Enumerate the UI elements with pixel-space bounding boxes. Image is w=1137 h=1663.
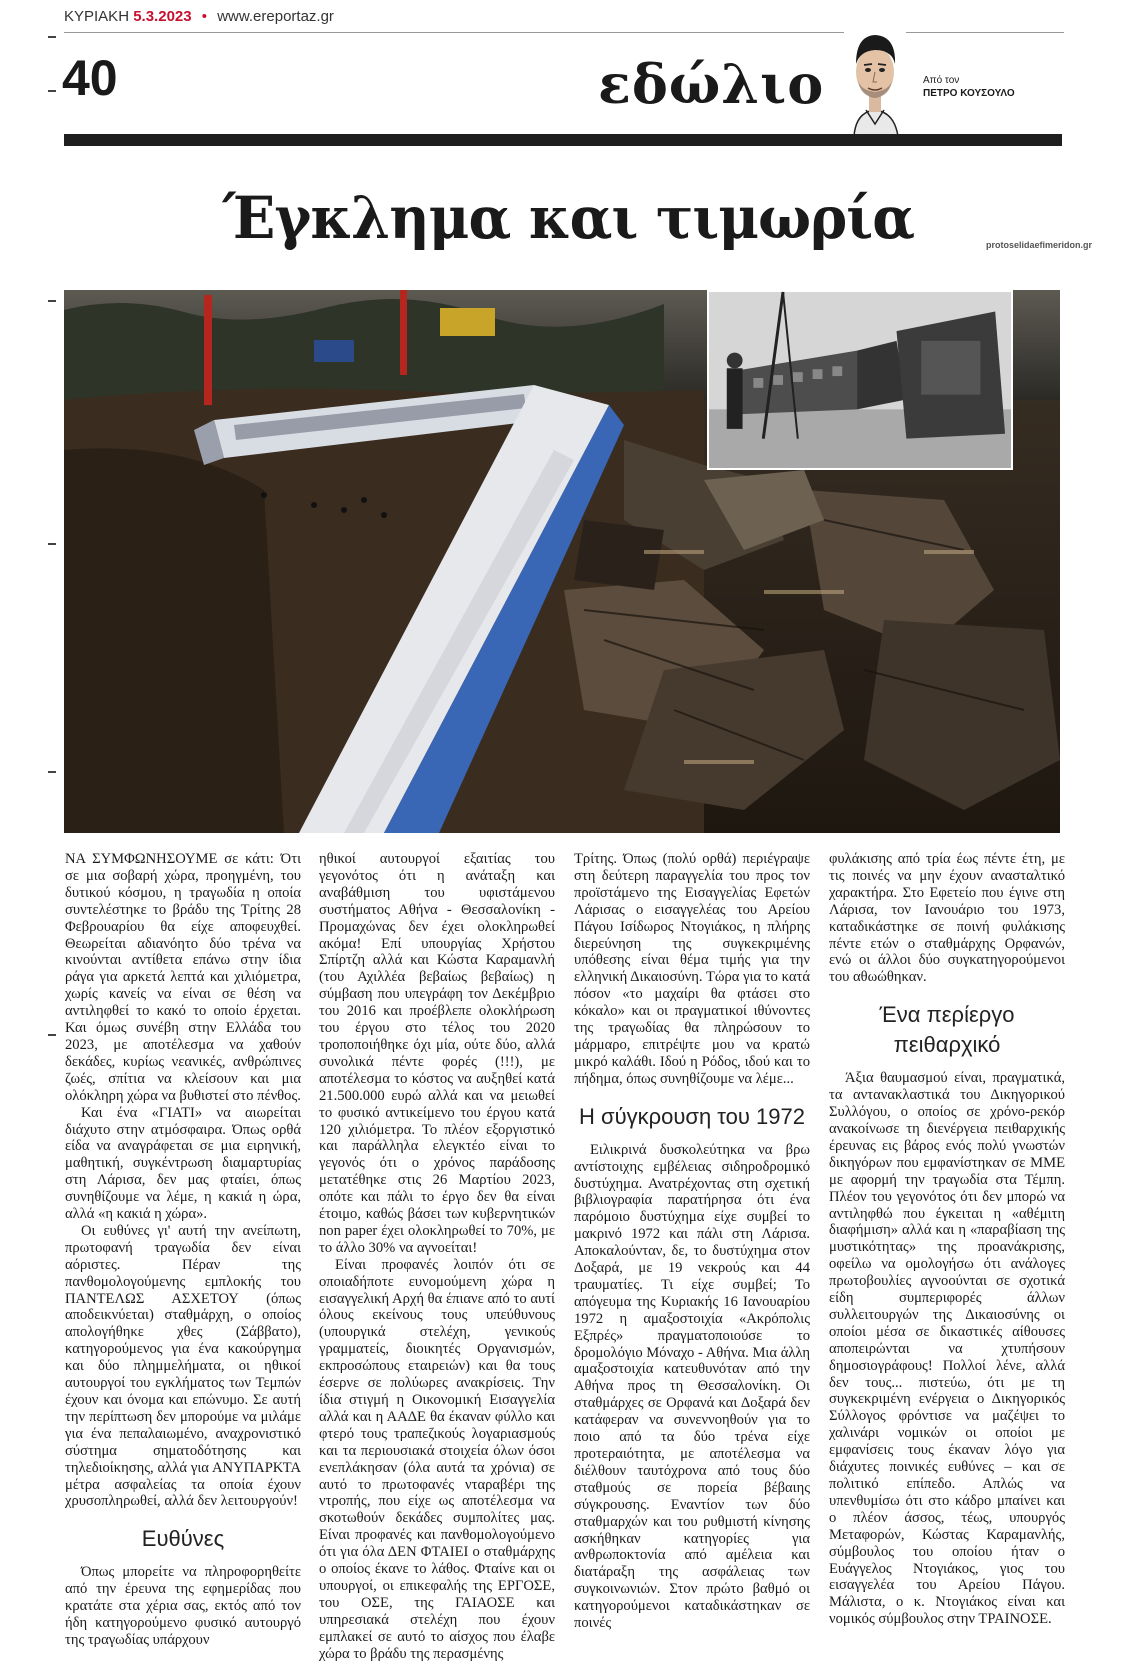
- author-intro: Από τον: [923, 75, 960, 86]
- subheading: Η σύγκρουση του 1972: [578, 1103, 805, 1129]
- article-column-2: [319, 851, 555, 1663]
- paragraph: Όπως μπορείτε να πληροφορηθείτε από την έρευνα της εφημερίδας που κρατάτε στα χέρια σας, εκτός από τον ήδη κατηγορούμενο φυσικό αυτουργό της τραγωδίας υπάρχουν: [65, 1564, 301, 1648]
- margin-mark: [48, 90, 56, 92]
- margin-mark: [48, 543, 56, 545]
- bullet-separator: •: [201, 8, 208, 25]
- paragraph: Και ένα «ΓΙΑΤΙ» να αιωρείται διάχυτο στην ατμόσφαιρα. Όπως ορθά είδα να αναγράφεται σε μια ειρηνική, μαθητική, συγκέντρωση διαμαρτυρίας στη Λάρισα, δεν μας φταίει, όπως συνηθίζουμε να λέμε, η κακιά η ώρα, αλλά «η κακιά η χώρα».: [65, 1104, 301, 1223]
- paragraph: Οι ευθύνες γι' αυτή την ανείπωτη, πρωτοφανή τραγωδία δεν είναι αόριστες. Πέραν της πανθομολογούμενης εμπλοκής του ΠΑΝΤΕΛΩΣ ΑΣΧΕΤΟΥ (όπως αποδεικνύεται) σταθμάρχη, ο οποίος απολογήθηκε χθες (Σάββατο), κατηγορούμενος για ένα κακούργημα και δύο πλημμελήματα, οι ηθικοί αυτουργοί του εγκλήματος των Τεμπών έχουν και όνομα και επώνυμο. Σε αυτή την περίπτωση δεν μπορούμε να μιλάμε για ένα πεπαλαιωμένο, αναχρονιστικό σύστημα σηματοδότησης και τηλεδιοίκησης, αλλά για ΑΝΥΠΑΡΚΤΑ μέτρα ασφαλείας τα οποία έχουν χρυσοπληρωθεί, αλλά δεν λειτουργούν!: [65, 1222, 301, 1510]
- paragraph: φυλάκισης από τρία έως πέντε έτη, με τις ποινές να μην έχουν ανασταλτικό χαρακτήρα. Στο Εφετείο που έγινε στη Λάρισα, τον Ιανουάριο του 1973, καταδικάστηκε σε ποινή φυλάκισης πέντε ετών ο σταθμάρχης Ορφανών, ενώ οι άλλοι δύο συγκατηγορούμενοι του αθωώθηκαν.: [829, 851, 1065, 986]
- article-column-3: [574, 851, 810, 1632]
- paragraph: Ειλικρινά δυσκολεύτηκα να βρω αντίστοιχης εμβέλειας σιδηροδρομικό δυστύχημα. Ανατρέχοντας στη σχετική βιβλιογραφία παρατήρησα ότι ένα παρόμοιο δυστύχημα είχε συμβεί το μακρινό 1972 και πάλι στη Λάρισα. Αποκαλούνταν, δε, το δυστύχημα στον Δοξαρά, με 19 νεκρούς και 44 τραυματίες. Τι είχε συμβεί; Το απόγευμα της Κυριακής 16 Ιανουαρίου 1972 η αμαξοστοιχία «Ακρόπολις Εξπρές» πραγματοποιούσε το δρομολόγιο Μόναχο - Αθήνα. Μια άλλη αμαξοστοιχία κατευθυνόταν από την Αθήνα προς τη Θεσσαλονίκη. Οι σταθμάρχες σε Ορφανά και Δοξαρά δεν κατάφεραν να συνεννοηθούν για το ποιο από τα δύο τρένα είχε προτεραιότητα, με αποτέλεσμα να διέλθουν ταυτόχρονα από τους δύο σταθμούς σε πορεία βέβαιης σύγκρουσης. Εναντίον των δύο σταθμαρχών και του ρυθμιστή κίνησης ασκήθηκαν κατηγορίες για ανθρωποκτονία από αμέλεια και διατάραξη της ασφάλειας των συγκοινωνιών. Στον πρώτο βαθμό οι κατηγορούμενοι καταδικάστηκαν σε ποινές: [574, 1141, 810, 1632]
- day-label: ΚΥΡΙΑΚΗ: [64, 8, 130, 25]
- page-dateline: [64, 8, 334, 25]
- paragraph-text: σε κάτι: Ότι σε μια σοβαρή χώρα, προηγμένη, του δυτικού κόσμου, η τραγωδία η οποία συντελέστηκε το βράδυ της Τρίτης 28 Φεβρουαρίου θα είχε αποφευχθεί. Θεωρείται αδιανόητο δύο τρένα να κινούνται αντίθετα επάνω στην ίδια ράγα για αρκετά λεπτά και χιλιόμετρα, χωρίς κανείς να είναι σε θέση να αντιληφθεί το κακό το οποίο έρχεται. Και όμως συνέβη στην Ελλάδα του 2023, με αποτέλεσμα να χαθούν δεκάδες, κυρίως νεανικές, ανθρώπινες ζωές, σπίτια να κλείσουν και μια ολόκληρη χώρα να βυθιστεί στο πένθος.: [65, 851, 302, 1104]
- article-headline: Έγκλημα και τιμωρία: [222, 184, 915, 252]
- header-band: [64, 134, 1062, 146]
- paragraph: Άξια θαυμασμού είναι, πραγματικά, τα αντανακλαστικά του Δικηγορικού Συλλόγου, ο οποίος σε χρόνο-ρεκόρ ανακοίνωσε τη διενέργεια πειθαρχικής έρευνας εις βάρος ενός πολύ γνωστών δικηγόρων που εμφανίστηκαν σε ΜΜΕ με αφορμή την τραγωδία στα Τέμπη. Πλέον του γεγονότος ότι δεν μπορώ να αντιληφθώ που έγκειται η «αθέμιτη διαφήμιση» αλλά και η «παραβίαση της μυστικότητας» της προανάκρισης, οφείλω να ομολογήσω ότι ανάλογες πρωτοβουλίες αγνοούνται σε σχοτικά είδη συμπεριφορές άλλων συλλειτουργών της Δικαιοσύνης οι οποίοι μέσα σε δικαστικές αίθουσες αποπειρώνται να χτυπήσουν δημοσιογράφους! Πολλοί λένε, αλλά δεν τους... πιστεύω, ότι με τη συγκεκριμένη ενέργεια ο Δικηγορικός Σύλλογος φρόντισε να μαζέψει το χαλινάρι νομικών οι οποίοι με εμφανίσεις τους έκαναν λόγο για διάχυτες ποινικές ευθύνες – και σε πολιτικό επίπεδο. Απλώς να υπενθυμίσω ότι στο κάδρο μπαίνει και ο πλέον άσσος, τέως, υπουργός Μεταφορών, Κώστας Καραμανλής, σύμβουλος του οποίου ήταν ο Ευάγγελος Ντογιάκος, γιος του εισαγγελέα του Αρείου Πάγου. Μάλιστα, ο κ. Ντογιάκος είναι και νομικός σύμβουλος στην ΤΡΑΙΝΟΣΕ.: [829, 1070, 1065, 1628]
- margin-mark: [48, 1034, 56, 1036]
- paragraph: Είναι προφανές λοιπόν ότι σε οποιαδήποτε ευνομούμενη χώρα η εισαγγελική Αρχή θα έπιανε από το αυτί όλους εκείνους τους υπεύθυνους (υπουργικά στελέχη, γενικούς γραμματείς, διοικητές Οργανισμών, εκπροσώπους εταιρειών) και θα τους έσερνε σε πολύωρες ανακρίσεις. Την ίδια στιγμή η Οικονομική Εισαγγελία αλλά και η ΑΑΔΕ θα έκαναν φύλλο και φτερό τους τραπεζικούς λογαριασμούς και τα περιουσιακά στοιχεία όλων όσοι ενεπλάκησαν (όλα αυτά τα χρόνια) σε αυτό το πρωτοφανές νταραβέρι της ντροπής, που είχε ως αποτέλεσμα να σκοτωθούν δεκάδες συμπολίτες μας. Είναι προφανές και πανθομολογούμενο ότι για όλα ΔΕΝ ΦΤΑΙΕΙ ο σταθμάρχης ο οποίος έκανε το λάθος. Φταίνε και οι υπουργοί, οι επικεφαλής της ΕΡΓΟΣΕ, του ΟΣΕ, της ΓΑΙΑΟΣΕ και υπηρεσιακά στελέχη που έχουν εμπλακεί σε αυτό το αίσχος που έλαβε χώρα το βράδυ της περασμένης: [319, 1256, 555, 1662]
- paragraph: [65, 851, 301, 1105]
- column-title: εδώλιο: [598, 52, 825, 116]
- margin-mark: [48, 36, 56, 38]
- website-link[interactable]: www.ereportaz.gr: [217, 8, 334, 25]
- subheading: Ευθύνες: [141, 1526, 225, 1552]
- subheading: Ένα περίεργο πειθαρχικό: [879, 1002, 1015, 1058]
- page-number: 40: [62, 50, 118, 106]
- paragraph: Τρίτης. Όπως (πολύ ορθά) περιέγραψε στη δεύτερη παραγγελία του προς τον προϊστάμενο της Εισαγγελίας Εφετών Λάρισας ο εισαγγελέας του Αρείου Πάγου Ισίδωρος Ντογιάκος, η πλήρης διερεύνηση της συγκεκριμένης υπόθεσης είναι θέμα τιμής για την ελληνική Δικαιοσύνη. Τώρα για το κατά πόσον «το μαχαίρι θα φτάσει στο κόκαλο» και οι πραγματικοί ιθύνοντες της τραγωδίας θα πληρώσουν το μάρμαρο, επιτρέψτε μου να κρατώ μικρό καλάθι. Ιδού η Ρόδος, ιδού και το πήδημα, όπως συνηθίζουμε να λέμε...: [574, 851, 810, 1087]
- top-rule: [64, 32, 1064, 33]
- lead-phrase: ΝΑ ΣΥΜΦΩΝΗΣΟΥΜΕ: [65, 851, 218, 867]
- source-credit: protoselidaefimeridon.gr: [986, 240, 1093, 250]
- author-name: ΠΕΤΡΟ ΚΟΥΣΟΥΛΟ: [923, 88, 1015, 99]
- historic-crash-1972-photo: [707, 290, 1013, 470]
- margin-mark: [48, 300, 56, 302]
- paragraph: ηθικοί αυτουργοί εξαιτίας του γεγονότος ότι η ανάταξη και αναβάθμιση του υφιστάμενου συστήματος Αθήνα - Θεσσαλονίκη - Προμαχώνας δεν έχει ολοκληρωθεί ακόμα! Επί υπουργίας Χρήστου Σπίρτζη αλλά και Κώστα Καραμανλή (του Αχιλλέα βεβαίως βεβαίως) η σύμβαση που υπεγράφη τον Δεκέμβριο του 2016 και προέβλεπε ολοκλήρωση του έργου στο τέλος του 2020 τροποποιήθηκε όχι μία, ούτε δύο, αλλά συνολικά πέντε φορές (!!!), με αποτέλεσμα το κόστος να αυξηθεί κατά 21.500.000 ευρώ αλλά και να μειωθεί το φυσικό αντικείμενο του έργου κατά 120 χιλιόμετρα. Το πλέον εξοργιστικό και παράλληλα ελεγκτέο είναι το γεγονός ότι ο χρόνος παράδοσης μετατέθηκε στις 26 Μαρτίου 2023, οπότε και πάλι το έργο δεν θα είναι έτοιμο, καθώς βάσει των κυβερνητικών non paper έχει ολοκληρωθεί το 70%, με το άλλο 30% να αγνοείται!: [319, 851, 555, 1256]
- date-label: 5.3.2023: [133, 8, 192, 25]
- article-column-1: [65, 851, 301, 1649]
- author-portrait: [844, 24, 906, 136]
- article-column-4: [829, 851, 1065, 1628]
- margin-mark: [48, 771, 56, 773]
